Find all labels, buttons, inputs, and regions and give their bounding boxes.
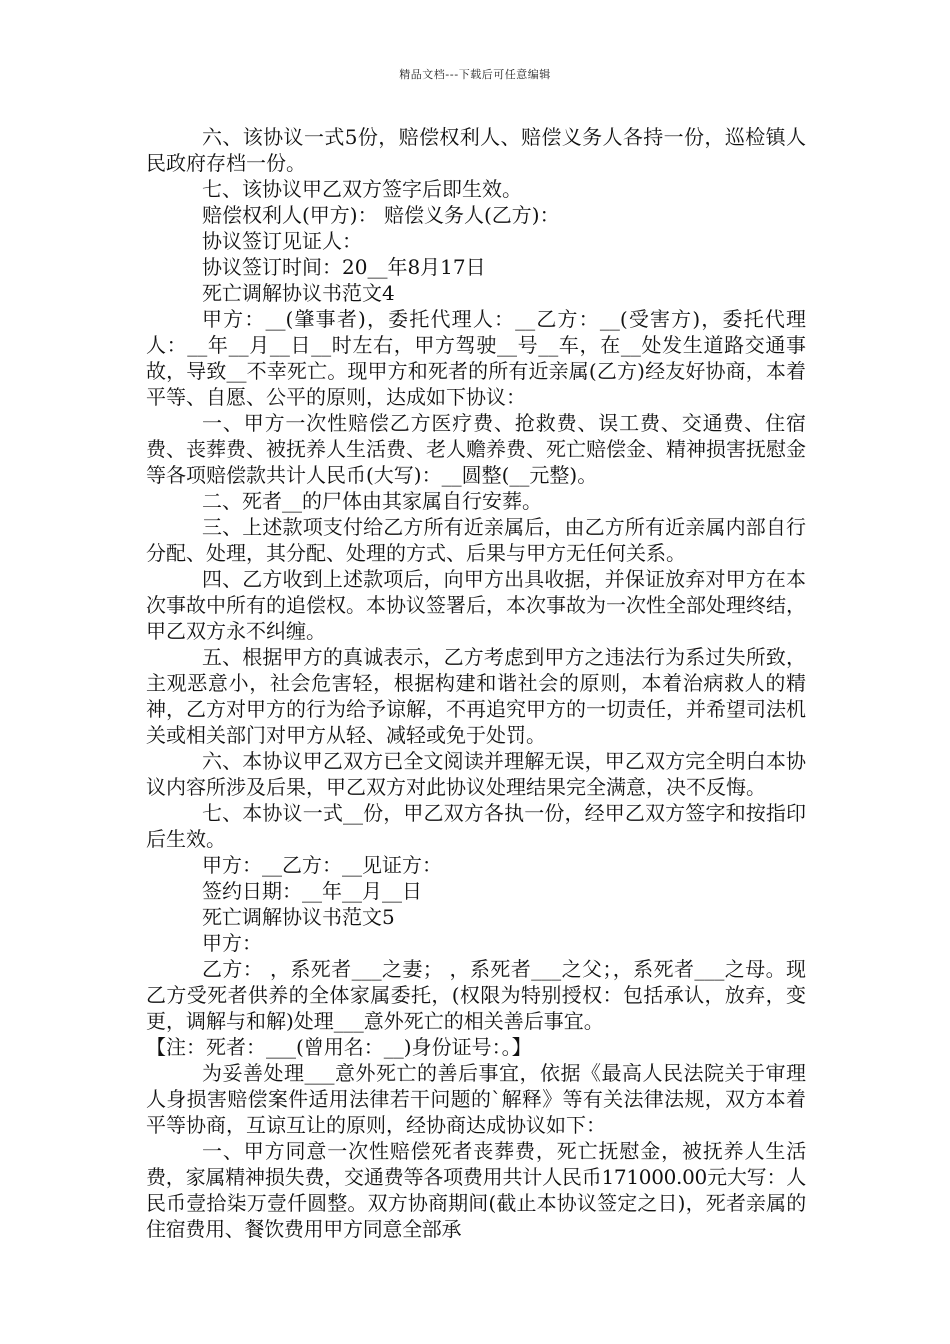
paragraph: 七、该协议甲乙双方签字后即生效。 <box>202 177 522 201</box>
section-heading: 死亡调解协议书范文5 <box>202 905 395 929</box>
paragraph: 一、甲方同意一次性赔偿死者丧葬费，死亡抚慰金，被抚养人生活费，家属精神损失费，交通费等各项费用共计人民币171000.00元大写：人民币壹拾柒万壹仟圆整。双方协商期间(截止本协议签定之日)，死者亲属的住宿费用、餐饮费用甲方同意全部承 <box>146 1139 806 1241</box>
paragraph: 四、乙方收到上述款项后，向甲方出具收据，并保证放弃对甲方在本次事故中所有的追偿权。本协议签署后，本次事故为一次性全部处理终结，甲乙双方永不纠缠。 <box>146 567 806 643</box>
party-line: 甲方： <box>202 931 262 955</box>
paragraph: 协议签订时间：20__年8月17日 <box>202 255 486 279</box>
date-line: 签约日期：__年__月__日 <box>202 879 422 903</box>
paragraph: 甲方：__(肇事者)，委托代理人：__乙方：__(受害方)，委托代理人：__年__月__日__时左右，甲方驾驶__号__车，在__处发生道路交通事故，导致__不幸死亡。现甲方和死者的所有近亲属(乙方)经友好协商，本着平等、自愿、公平的原则，达成如下协议： <box>146 307 806 409</box>
document-body <box>146 124 806 1242</box>
paragraph: 为妥善处理___意外死亡的善后事宜，依据《最高人民法院关于审理人身损害赔偿案件适用法律若干问题的`解释》等有关法律法规，双方本着平等协商，互谅互让的原则，经协商达成协议如下： <box>146 1061 806 1137</box>
signature-line: 甲方：__乙方：__见证方： <box>202 853 442 877</box>
paragraph: 乙方： ，系死者___之妻； ，系死者___之父；，系死者___之母。现乙方受死者供养的全体家属委托，(权限为特别授权：包括承认，放弃，变更，调解与和解)处理___意外死亡的相关善后事宜。 <box>146 957 806 1033</box>
page-header: 精品文档---下载后可任意编辑 <box>399 68 551 81</box>
paragraph: 五、根据甲方的真诚表示，乙方考虑到甲方之违法行为系过失所致，主观恶意小，社会危害轻，根据构建和谐社会的原则，本着治病救人的精神，乙方对甲方的行为给予谅解，不再追究甲方的一切责任，并希望司法机关或相关部门对甲方从轻、减轻或免于处罚。 <box>146 645 806 747</box>
paragraph: 赔偿权利人(甲方)： 赔偿义务人(乙方)： <box>202 203 560 227</box>
paragraph: 协议签订见证人： <box>202 229 362 253</box>
note-line: 【注：死者：___(曾用名：__)身份证号：。】 <box>146 1035 532 1059</box>
paragraph: 六、该协议一式5份，赔偿权利人、赔偿义务人各持一份，巡检镇人民政府存档一份。 <box>146 125 806 175</box>
section-heading: 死亡调解协议书范文4 <box>202 281 395 305</box>
paragraph: 三、上述款项支付给乙方所有近亲属后，由乙方所有近亲属内部自行分配、处理，其分配、处理的方式、后果与甲方无任何关系。 <box>146 515 806 565</box>
paragraph: 一、甲方一次性赔偿乙方医疗费、抢救费、误工费、交通费、住宿费、丧葬费、被抚养人生活费、老人赡养费、死亡赔偿金、精神损害抚慰金等各项赔偿款共计人民币(大写)：__圆整(__元整)。 <box>146 411 806 487</box>
paragraph: 二、死者__的尸体由其家属自行安葬。 <box>202 489 542 513</box>
paragraph: 七、本协议一式__份，甲乙双方各执一份，经甲乙双方签字和按指印后生效。 <box>146 801 806 851</box>
paragraph: 六、本协议甲乙双方已全文阅读并理解无误，甲乙双方完全明白本协议内容所涉及后果，甲乙双方对此协议处理结果完全满意，决不反悔。 <box>146 749 806 799</box>
